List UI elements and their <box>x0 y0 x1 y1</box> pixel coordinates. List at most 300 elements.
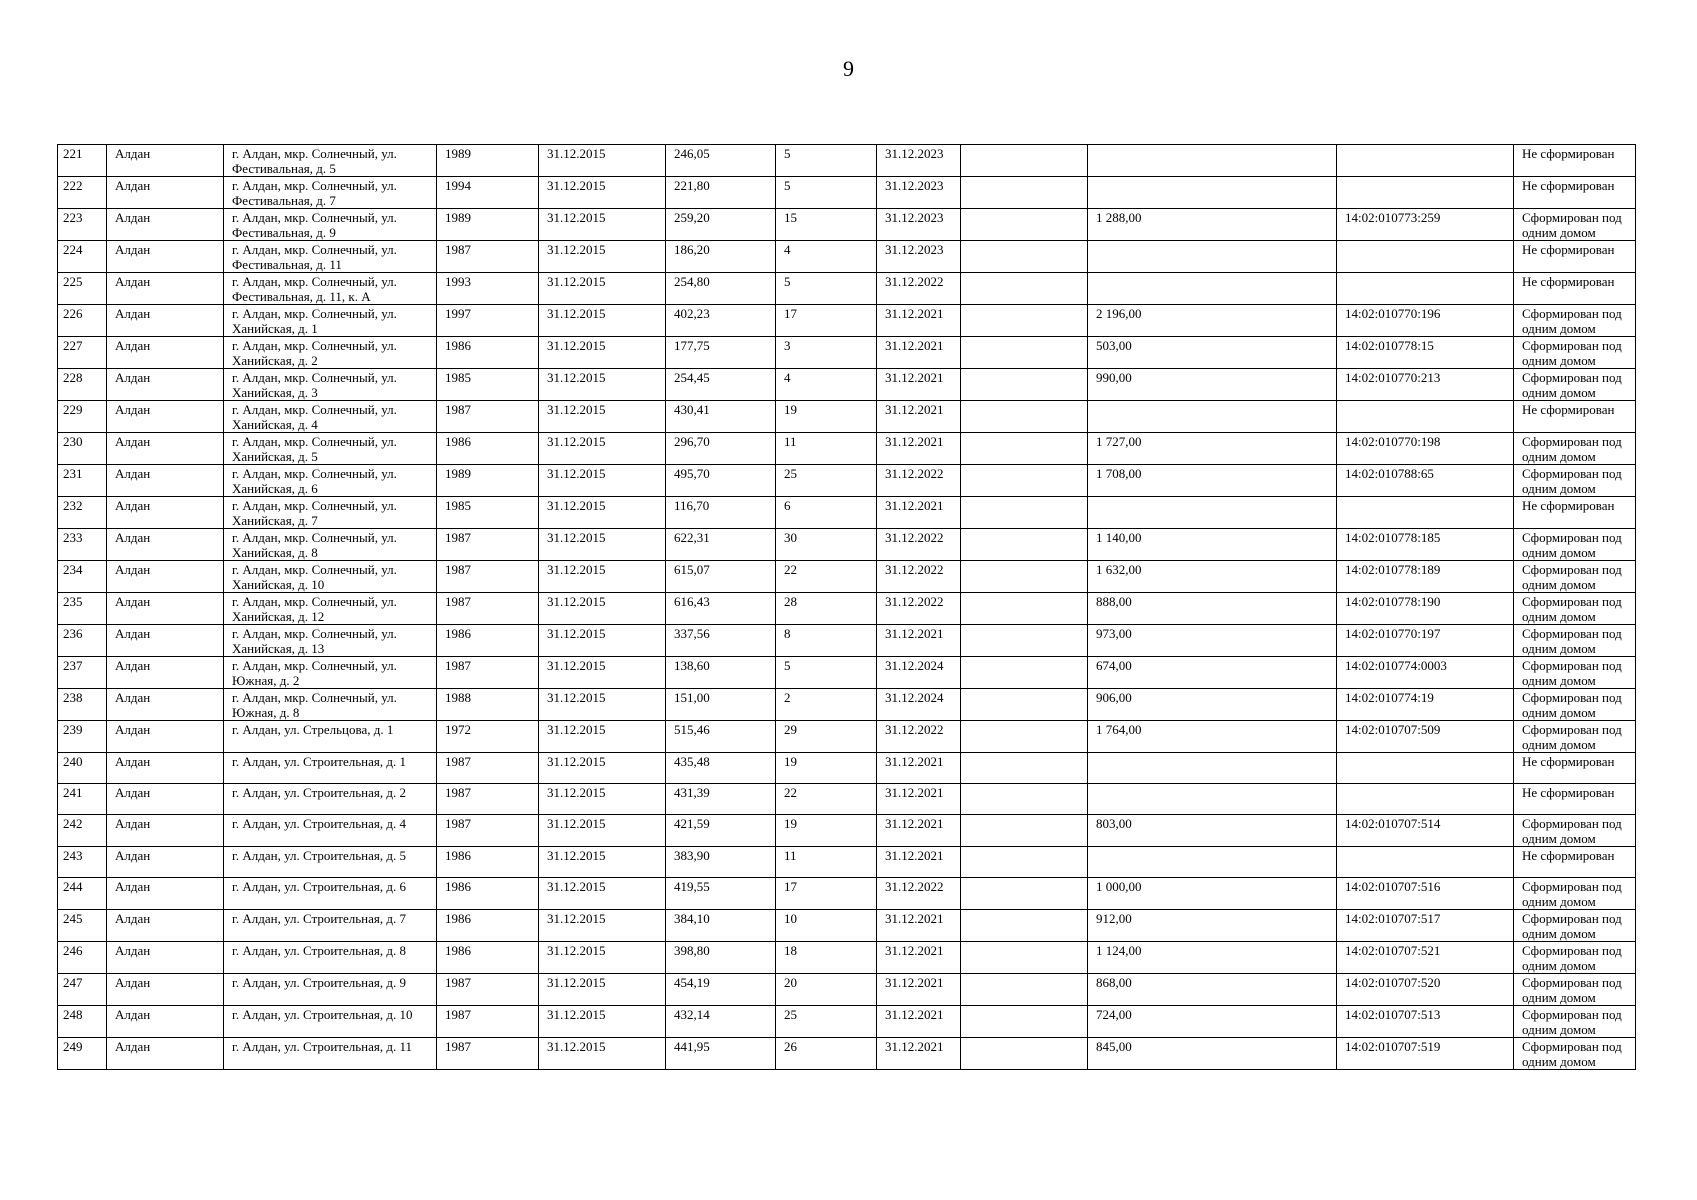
empty-cell <box>961 815 1088 847</box>
repair-date-cell: 31.12.2022 <box>877 878 961 910</box>
year-built-cell: 1987 <box>437 753 539 784</box>
empty-cell <box>961 337 1088 369</box>
residents-cell: 17 <box>776 305 877 337</box>
municipality-cell: Алдан <box>107 561 224 593</box>
table-row <box>58 241 1636 273</box>
year-built-cell: 1987 <box>437 657 539 689</box>
address-cell: г. Алдан, мкр. Солнечный, ул. Ханийская, д. 7 <box>224 497 437 529</box>
municipality-cell: Алдан <box>107 657 224 689</box>
inclusion-date-cell: 31.12.2015 <box>539 784 666 815</box>
table-row <box>58 273 1636 305</box>
cadastral-number-cell: 14:02:010707:521 <box>1337 942 1514 974</box>
row-number-cell: 244 <box>58 878 107 910</box>
land-status-cell: Сформирован под одним домом <box>1514 974 1636 1006</box>
row-number-cell: 247 <box>58 974 107 1006</box>
empty-cell <box>961 369 1088 401</box>
residents-cell: 8 <box>776 625 877 657</box>
repair-date-cell: 31.12.2021 <box>877 910 961 942</box>
land-status-cell: Не сформирован <box>1514 847 1636 878</box>
land-area-cell: 906,00 <box>1088 689 1337 721</box>
year-built-cell: 1972 <box>437 721 539 753</box>
cadastral-number-cell: 14:02:010774:19 <box>1337 689 1514 721</box>
table-row <box>58 465 1636 497</box>
area-cell: 254,45 <box>666 369 776 401</box>
empty-cell <box>961 753 1088 784</box>
table-row <box>58 878 1636 910</box>
table-row <box>58 209 1636 241</box>
table-row <box>58 145 1636 177</box>
address-cell: г. Алдан, ул. Строительная, д. 7 <box>224 910 437 942</box>
area-cell: 430,41 <box>666 401 776 433</box>
address-cell: г. Алдан, ул. Строительная, д. 10 <box>224 1006 437 1038</box>
table-row <box>58 529 1636 561</box>
repair-date-cell: 31.12.2021 <box>877 337 961 369</box>
land-area-cell: 724,00 <box>1088 1006 1337 1038</box>
table-row <box>58 369 1636 401</box>
address-cell: г. Алдан, мкр. Солнечный, ул. Ханийская, д. 2 <box>224 337 437 369</box>
year-built-cell: 1987 <box>437 974 539 1006</box>
area-cell: 186,20 <box>666 241 776 273</box>
land-area-cell: 2 196,00 <box>1088 305 1337 337</box>
land-status-cell: Сформирован под одним домом <box>1514 942 1636 974</box>
repair-date-cell: 31.12.2023 <box>877 241 961 273</box>
empty-cell <box>961 974 1088 1006</box>
repair-date-cell: 31.12.2021 <box>877 305 961 337</box>
repair-date-cell: 31.12.2021 <box>877 433 961 465</box>
empty-cell <box>961 625 1088 657</box>
land-status-cell: Сформирован под одним домом <box>1514 529 1636 561</box>
area-cell: 138,60 <box>666 657 776 689</box>
inclusion-date-cell: 31.12.2015 <box>539 401 666 433</box>
land-status-cell: Сформирован под одним домом <box>1514 1006 1636 1038</box>
address-cell: г. Алдан, мкр. Солнечный, ул. Ханийская, д. 8 <box>224 529 437 561</box>
municipality-cell: Алдан <box>107 815 224 847</box>
inclusion-date-cell: 31.12.2015 <box>539 847 666 878</box>
land-status-cell: Сформирован под одним домом <box>1514 369 1636 401</box>
land-status-cell: Сформирован под одним домом <box>1514 1038 1636 1070</box>
municipality-cell: Алдан <box>107 401 224 433</box>
empty-cell <box>961 209 1088 241</box>
area-cell: 441,95 <box>666 1038 776 1070</box>
table-row <box>58 689 1636 721</box>
repair-date-cell: 31.12.2021 <box>877 753 961 784</box>
cadastral-number-cell: 14:02:010707:516 <box>1337 878 1514 910</box>
table-row <box>58 401 1636 433</box>
residents-cell: 17 <box>776 878 877 910</box>
address-cell: г. Алдан, мкр. Солнечный, ул. Ханийская, д. 4 <box>224 401 437 433</box>
residents-cell: 26 <box>776 1038 877 1070</box>
empty-cell <box>961 784 1088 815</box>
row-number-cell: 221 <box>58 145 107 177</box>
land-area-cell: 503,00 <box>1088 337 1337 369</box>
repair-date-cell: 31.12.2022 <box>877 465 961 497</box>
inclusion-date-cell: 31.12.2015 <box>539 145 666 177</box>
year-built-cell: 1987 <box>437 815 539 847</box>
table-row <box>58 1006 1636 1038</box>
cadastral-number-cell: 14:02:010707:519 <box>1337 1038 1514 1070</box>
year-built-cell: 1989 <box>437 209 539 241</box>
inclusion-date-cell: 31.12.2015 <box>539 465 666 497</box>
repair-date-cell: 31.12.2021 <box>877 1038 961 1070</box>
inclusion-date-cell: 31.12.2015 <box>539 337 666 369</box>
table-row <box>58 974 1636 1006</box>
address-cell: г. Алдан, ул. Строительная, д. 1 <box>224 753 437 784</box>
address-cell: г. Алдан, мкр. Солнечный, ул. Фестивальная, д. 5 <box>224 145 437 177</box>
row-number-cell: 237 <box>58 657 107 689</box>
year-built-cell: 1987 <box>437 529 539 561</box>
area-cell: 383,90 <box>666 847 776 878</box>
inclusion-date-cell: 31.12.2015 <box>539 241 666 273</box>
cadastral-number-cell: 14:02:010707:513 <box>1337 1006 1514 1038</box>
land-status-cell: Не сформирован <box>1514 497 1636 529</box>
area-cell: 177,75 <box>666 337 776 369</box>
page-number: 9 <box>843 56 854 81</box>
year-built-cell: 1993 <box>437 273 539 305</box>
empty-cell <box>961 847 1088 878</box>
table-row <box>58 337 1636 369</box>
row-number-cell: 246 <box>58 942 107 974</box>
address-cell: г. Алдан, мкр. Солнечный, ул. Ханийская, д. 6 <box>224 465 437 497</box>
area-cell: 435,48 <box>666 753 776 784</box>
municipality-cell: Алдан <box>107 721 224 753</box>
land-area-cell <box>1088 177 1337 209</box>
residents-cell: 18 <box>776 942 877 974</box>
empty-cell <box>961 721 1088 753</box>
cadastral-number-cell <box>1337 273 1514 305</box>
repair-date-cell: 31.12.2022 <box>877 721 961 753</box>
empty-cell <box>961 529 1088 561</box>
residents-cell: 20 <box>776 974 877 1006</box>
year-built-cell: 1986 <box>437 337 539 369</box>
land-status-cell: Сформирован под одним домом <box>1514 657 1636 689</box>
residents-cell: 3 <box>776 337 877 369</box>
repair-date-cell: 31.12.2023 <box>877 209 961 241</box>
address-cell: г. Алдан, ул. Строительная, д. 11 <box>224 1038 437 1070</box>
inclusion-date-cell: 31.12.2015 <box>539 974 666 1006</box>
address-cell: г. Алдан, мкр. Солнечный, ул. Южная, д. 8 <box>224 689 437 721</box>
municipality-cell: Алдан <box>107 273 224 305</box>
municipality-cell: Алдан <box>107 974 224 1006</box>
year-built-cell: 1986 <box>437 878 539 910</box>
land-area-cell: 845,00 <box>1088 1038 1337 1070</box>
inclusion-date-cell: 31.12.2015 <box>539 529 666 561</box>
area-cell: 246,05 <box>666 145 776 177</box>
land-status-cell: Сформирован под одним домом <box>1514 815 1636 847</box>
repair-date-cell: 31.12.2022 <box>877 593 961 625</box>
land-area-cell <box>1088 753 1337 784</box>
address-cell: г. Алдан, мкр. Солнечный, ул. Фестивальная, д. 7 <box>224 177 437 209</box>
cadastral-number-cell <box>1337 241 1514 273</box>
land-area-cell: 888,00 <box>1088 593 1337 625</box>
table-row <box>58 497 1636 529</box>
inclusion-date-cell: 31.12.2015 <box>539 942 666 974</box>
year-built-cell: 1986 <box>437 910 539 942</box>
cadastral-number-cell <box>1337 177 1514 209</box>
empty-cell <box>961 910 1088 942</box>
inclusion-date-cell: 31.12.2015 <box>539 1038 666 1070</box>
empty-cell <box>961 1006 1088 1038</box>
year-built-cell: 1988 <box>437 689 539 721</box>
municipality-cell: Алдан <box>107 177 224 209</box>
empty-cell <box>961 305 1088 337</box>
address-cell: г. Алдан, мкр. Солнечный, ул. Ханийская, д. 1 <box>224 305 437 337</box>
inclusion-date-cell: 31.12.2015 <box>539 433 666 465</box>
row-number-cell: 240 <box>58 753 107 784</box>
address-cell: г. Алдан, мкр. Солнечный, ул. Ханийская, д. 5 <box>224 433 437 465</box>
row-number-cell: 222 <box>58 177 107 209</box>
land-status-cell: Сформирован под одним домом <box>1514 561 1636 593</box>
cadastral-number-cell: 14:02:010770:196 <box>1337 305 1514 337</box>
area-cell: 221,80 <box>666 177 776 209</box>
area-cell: 384,10 <box>666 910 776 942</box>
cadastral-number-cell: 14:02:010707:520 <box>1337 974 1514 1006</box>
year-built-cell: 1986 <box>437 942 539 974</box>
year-built-cell: 1987 <box>437 401 539 433</box>
land-area-cell <box>1088 145 1337 177</box>
inclusion-date-cell: 31.12.2015 <box>539 177 666 209</box>
residents-cell: 30 <box>776 529 877 561</box>
cadastral-number-cell: 14:02:010770:197 <box>1337 625 1514 657</box>
inclusion-date-cell: 31.12.2015 <box>539 561 666 593</box>
municipality-cell: Алдан <box>107 241 224 273</box>
cadastral-number-cell <box>1337 784 1514 815</box>
cadastral-number-cell: 14:02:010774:0003 <box>1337 657 1514 689</box>
empty-cell <box>961 689 1088 721</box>
residents-cell: 19 <box>776 753 877 784</box>
residents-cell: 5 <box>776 145 877 177</box>
area-cell: 337,56 <box>666 625 776 657</box>
table-row <box>58 1038 1636 1070</box>
table-row <box>58 815 1636 847</box>
row-number-cell: 238 <box>58 689 107 721</box>
row-number-cell: 249 <box>58 1038 107 1070</box>
area-cell: 622,31 <box>666 529 776 561</box>
residents-cell: 6 <box>776 497 877 529</box>
cadastral-number-cell: 14:02:010707:514 <box>1337 815 1514 847</box>
residents-cell: 11 <box>776 433 877 465</box>
area-cell: 402,23 <box>666 305 776 337</box>
year-built-cell: 1989 <box>437 145 539 177</box>
residents-cell: 29 <box>776 721 877 753</box>
inclusion-date-cell: 31.12.2015 <box>539 593 666 625</box>
municipality-cell: Алдан <box>107 529 224 561</box>
inclusion-date-cell: 31.12.2015 <box>539 305 666 337</box>
area-cell: 116,70 <box>666 497 776 529</box>
municipality-cell: Алдан <box>107 689 224 721</box>
table-row <box>58 753 1636 784</box>
year-built-cell: 1989 <box>437 465 539 497</box>
repair-date-cell: 31.12.2023 <box>877 177 961 209</box>
year-built-cell: 1994 <box>437 177 539 209</box>
land-area-cell: 1 727,00 <box>1088 433 1337 465</box>
land-status-cell: Не сформирован <box>1514 145 1636 177</box>
year-built-cell: 1987 <box>437 241 539 273</box>
land-area-cell: 912,00 <box>1088 910 1337 942</box>
municipality-cell: Алдан <box>107 337 224 369</box>
row-number-cell: 245 <box>58 910 107 942</box>
area-cell: 151,00 <box>666 689 776 721</box>
land-area-cell <box>1088 241 1337 273</box>
year-built-cell: 1987 <box>437 593 539 625</box>
table-row <box>58 910 1636 942</box>
year-built-cell: 1997 <box>437 305 539 337</box>
area-cell: 421,59 <box>666 815 776 847</box>
repair-date-cell: 31.12.2021 <box>877 847 961 878</box>
land-status-cell: Сформирован под одним домом <box>1514 625 1636 657</box>
repair-date-cell: 31.12.2021 <box>877 815 961 847</box>
land-status-cell: Сформирован под одним домом <box>1514 209 1636 241</box>
land-status-cell: Не сформирован <box>1514 753 1636 784</box>
year-built-cell: 1985 <box>437 497 539 529</box>
repair-date-cell: 31.12.2021 <box>877 497 961 529</box>
table-row <box>58 942 1636 974</box>
address-cell: г. Алдан, мкр. Солнечный, ул. Ханийская, д. 13 <box>224 625 437 657</box>
table-row <box>58 784 1636 815</box>
housing-registry-table <box>57 144 1636 1070</box>
land-area-cell: 1 708,00 <box>1088 465 1337 497</box>
row-number-cell: 227 <box>58 337 107 369</box>
row-number-cell: 232 <box>58 497 107 529</box>
row-number-cell: 231 <box>58 465 107 497</box>
residents-cell: 22 <box>776 561 877 593</box>
cadastral-number-cell: 14:02:010778:185 <box>1337 529 1514 561</box>
row-number-cell: 226 <box>58 305 107 337</box>
residents-cell: 19 <box>776 401 877 433</box>
municipality-cell: Алдан <box>107 369 224 401</box>
area-cell: 259,20 <box>666 209 776 241</box>
empty-cell <box>961 561 1088 593</box>
municipality-cell: Алдан <box>107 433 224 465</box>
area-cell: 432,14 <box>666 1006 776 1038</box>
cadastral-number-cell: 14:02:010770:213 <box>1337 369 1514 401</box>
inclusion-date-cell: 31.12.2015 <box>539 625 666 657</box>
year-built-cell: 1985 <box>437 369 539 401</box>
address-cell: г. Алдан, мкр. Солнечный, ул. Ханийская, д. 3 <box>224 369 437 401</box>
empty-cell <box>961 593 1088 625</box>
land-status-cell: Сформирован под одним домом <box>1514 878 1636 910</box>
residents-cell: 15 <box>776 209 877 241</box>
row-number-cell: 236 <box>58 625 107 657</box>
municipality-cell: Алдан <box>107 1038 224 1070</box>
table-row <box>58 305 1636 337</box>
row-number-cell: 228 <box>58 369 107 401</box>
cadastral-number-cell: 14:02:010778:15 <box>1337 337 1514 369</box>
land-area-cell: 803,00 <box>1088 815 1337 847</box>
cadastral-number-cell: 14:02:010773:259 <box>1337 209 1514 241</box>
land-area-cell: 990,00 <box>1088 369 1337 401</box>
row-number-cell: 233 <box>58 529 107 561</box>
empty-cell <box>961 401 1088 433</box>
municipality-cell: Алдан <box>107 209 224 241</box>
area-cell: 495,70 <box>666 465 776 497</box>
residents-cell: 5 <box>776 273 877 305</box>
inclusion-date-cell: 31.12.2015 <box>539 369 666 401</box>
residents-cell: 4 <box>776 369 877 401</box>
inclusion-date-cell: 31.12.2015 <box>539 689 666 721</box>
cadastral-number-cell <box>1337 145 1514 177</box>
address-cell: г. Алдан, мкр. Солнечный, ул. Фестивальная, д. 11, к. А <box>224 273 437 305</box>
address-cell: г. Алдан, ул. Строительная, д. 6 <box>224 878 437 910</box>
residents-cell: 28 <box>776 593 877 625</box>
land-status-cell: Сформирован под одним домом <box>1514 465 1636 497</box>
address-cell: г. Алдан, мкр. Солнечный, ул. Южная, д. 2 <box>224 657 437 689</box>
inclusion-date-cell: 31.12.2015 <box>539 273 666 305</box>
land-area-cell <box>1088 847 1337 878</box>
cadastral-number-cell <box>1337 497 1514 529</box>
address-cell: г. Алдан, ул. Строительная, д. 4 <box>224 815 437 847</box>
repair-date-cell: 31.12.2022 <box>877 273 961 305</box>
row-number-cell: 223 <box>58 209 107 241</box>
table-row <box>58 593 1636 625</box>
empty-cell <box>961 942 1088 974</box>
address-cell: г. Алдан, ул. Строительная, д. 8 <box>224 942 437 974</box>
inclusion-date-cell: 31.12.2015 <box>539 815 666 847</box>
row-number-cell: 234 <box>58 561 107 593</box>
year-built-cell: 1987 <box>437 1006 539 1038</box>
residents-cell: 5 <box>776 657 877 689</box>
land-status-cell: Не сформирован <box>1514 177 1636 209</box>
address-cell: г. Алдан, мкр. Солнечный, ул. Фестивальная, д. 11 <box>224 241 437 273</box>
residents-cell: 2 <box>776 689 877 721</box>
table-row <box>58 657 1636 689</box>
row-number-cell: 225 <box>58 273 107 305</box>
row-number-cell: 235 <box>58 593 107 625</box>
address-cell: г. Алдан, мкр. Солнечный, ул. Ханийская, д. 12 <box>224 593 437 625</box>
repair-date-cell: 31.12.2021 <box>877 784 961 815</box>
municipality-cell: Алдан <box>107 847 224 878</box>
row-number-cell: 242 <box>58 815 107 847</box>
repair-date-cell: 31.12.2021 <box>877 974 961 1006</box>
residents-cell: 22 <box>776 784 877 815</box>
land-status-cell: Сформирован под одним домом <box>1514 689 1636 721</box>
repair-date-cell: 31.12.2021 <box>877 625 961 657</box>
empty-cell <box>961 497 1088 529</box>
row-number-cell: 243 <box>58 847 107 878</box>
land-area-cell: 868,00 <box>1088 974 1337 1006</box>
empty-cell <box>961 433 1088 465</box>
row-number-cell: 239 <box>58 721 107 753</box>
empty-cell <box>961 465 1088 497</box>
table-row <box>58 847 1636 878</box>
inclusion-date-cell: 31.12.2015 <box>539 497 666 529</box>
address-cell: г. Алдан, мкр. Солнечный, ул. Ханийская, д. 10 <box>224 561 437 593</box>
land-area-cell <box>1088 497 1337 529</box>
municipality-cell: Алдан <box>107 497 224 529</box>
land-status-cell: Сформирован под одним домом <box>1514 337 1636 369</box>
year-built-cell: 1987 <box>437 561 539 593</box>
area-cell: 616,43 <box>666 593 776 625</box>
row-number-cell: 224 <box>58 241 107 273</box>
land-status-cell: Не сформирован <box>1514 241 1636 273</box>
inclusion-date-cell: 31.12.2015 <box>539 657 666 689</box>
year-built-cell: 1986 <box>437 625 539 657</box>
repair-date-cell: 31.12.2024 <box>877 657 961 689</box>
empty-cell <box>961 657 1088 689</box>
land-area-cell: 973,00 <box>1088 625 1337 657</box>
area-cell: 431,39 <box>666 784 776 815</box>
year-built-cell: 1987 <box>437 784 539 815</box>
empty-cell <box>961 145 1088 177</box>
land-status-cell: Сформирован под одним домом <box>1514 305 1636 337</box>
residents-cell: 10 <box>776 910 877 942</box>
empty-cell <box>961 1038 1088 1070</box>
inclusion-date-cell: 31.12.2015 <box>539 209 666 241</box>
cadastral-number-cell: 14:02:010770:198 <box>1337 433 1514 465</box>
municipality-cell: Алдан <box>107 305 224 337</box>
residents-cell: 19 <box>776 815 877 847</box>
municipality-cell: Алдан <box>107 1006 224 1038</box>
area-cell: 515,46 <box>666 721 776 753</box>
